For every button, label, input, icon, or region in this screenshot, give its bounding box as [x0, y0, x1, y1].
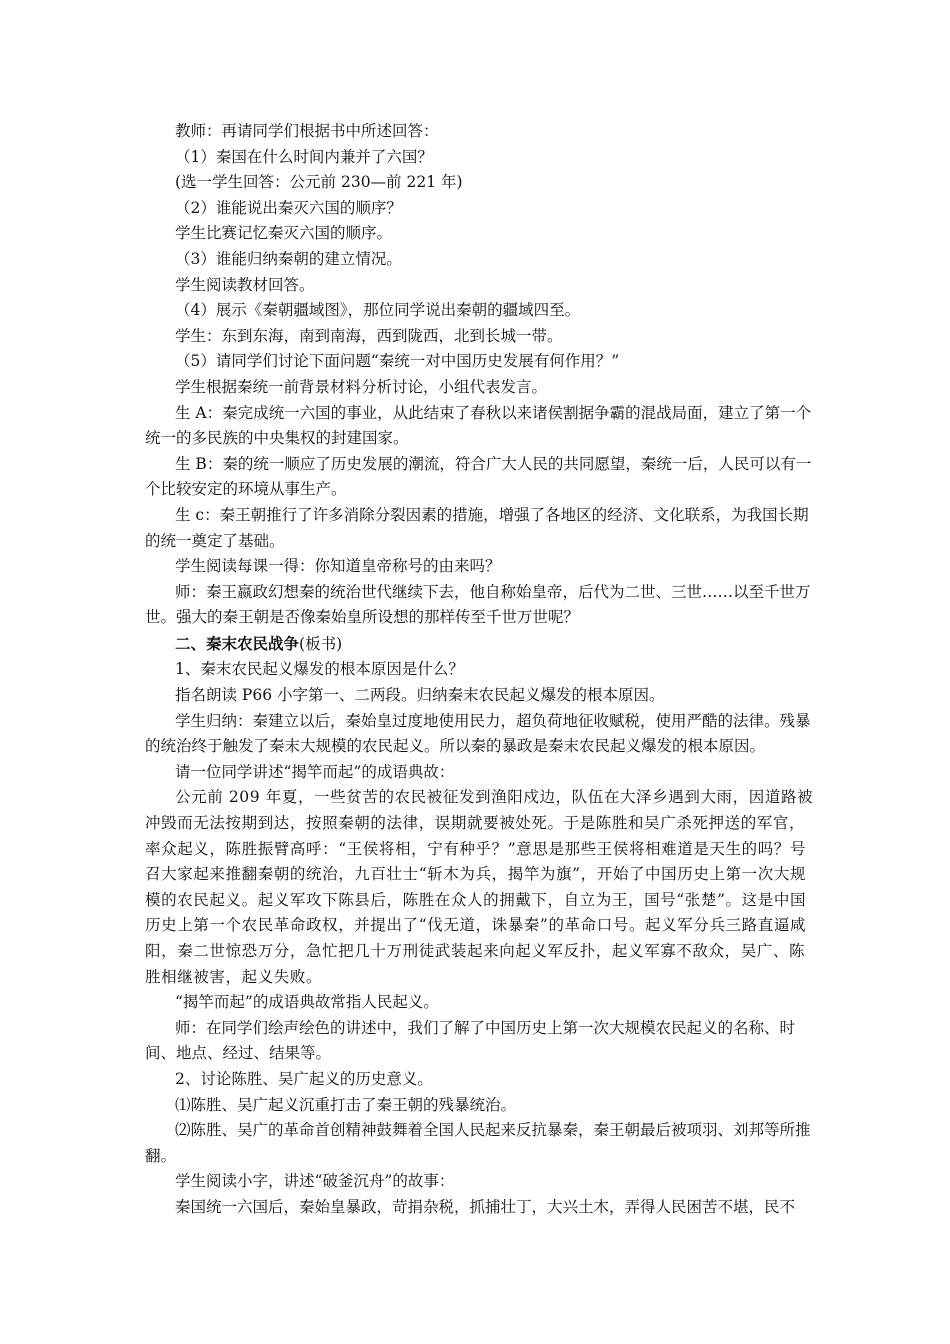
teacher-paragraph: 师：在同学们绘声绘色的讲述中，我们了解了中国历史上第一次大规模农民起义的名称、时间、地点、经过、结果等。 [145, 1018, 796, 1063]
text-line: 学生阅读教材回答。 [175, 275, 315, 294]
significance-item: ⑴陈胜、吴广起义沉重打击了秦王朝的残暴统治。 [175, 1095, 517, 1114]
idiom-note: “揭竿而起”的成语典故常指人民起义。 [175, 993, 439, 1012]
teacher-paragraph: 师：秦王嬴政幻想秦的统治世代继续下去，他自称始皇帝，后代为二世、三世……以至千世万世。强大的秦王朝是否像秦始皇所设想的那样传至千世万世呢？ [145, 582, 811, 627]
reading-paragraph: 学生阅读每课一得：你知道皇帝称号的由来吗？ [175, 557, 501, 576]
answer-paragraph: 生 A：秦完成统一六国的事业，从此结束了春秋以来诸侯割据争霸的混战局面，建立了第一个统一的多民族的中央集权的封建国家。 [145, 403, 812, 448]
question-paragraph: 1、秦末农民起义爆发的根本原因是什么？ [175, 660, 464, 679]
text-line: （4）展示《秦朝疆域图》，那位同学说出秦朝的疆域四至。 [175, 301, 581, 320]
text-line: 学生：东到东海，南到南海，西到陇西，北到长城一带。 [175, 326, 563, 345]
answer-paragraph: 生 c：秦王朝推行了许多消除分裂因素的措施，增强了各地区的经济、文化联系，为我国长期的统一奠定了基础。 [145, 505, 809, 550]
significance-item: ⑵陈胜、吴广的革命首创精神鼓舞着全国人民起来反抗暴秦，秦王朝最后被项羽、刘邦等所推翻。 [145, 1121, 811, 1165]
document-body [145, 119, 815, 1221]
text-line: 学生根据秦统一前背景材料分析讨论，小组代表发言。 [175, 377, 548, 396]
section-heading-line [145, 631, 815, 658]
text-line: （3）谁能归纳秦朝的建立情况。 [175, 249, 402, 268]
text-line: （2）谁能说出秦灭六国的顺序？ [175, 198, 402, 217]
text-line: 教师：再请同学们根据书中所述回答： [175, 122, 439, 140]
discussion-paragraph: 2、讨论陈胜、吴广起义的历史意义。 [175, 1069, 433, 1088]
reading-paragraph: 学生阅读小字，讲述“破釜沉舟”的故事： [175, 1172, 455, 1191]
text-line: （1）秦国在什么时间内兼并了六国？ [175, 147, 433, 166]
summary-paragraph: 学生归纳：秦建立以后，秦始皇过度地使用民力，超负荷地征收赋税，使用严酷的法律。残暴的统治终于触发了秦末大规模的农民起义。所以秦的暴政是秦末农民起义爆发的根本原因。 [145, 711, 811, 756]
text-line: 学生比赛记忆秦灭六国的顺序。 [175, 224, 393, 243]
section-heading-suffix: (板书) [299, 634, 343, 653]
story-paragraph: 公元前 209 年夏，一些贫苦的农民被征发到渔阳戍边，队伍在大泽乡遇到大雨，因道路被冲毁而无法按期到达，按照秦朝的法律，误期就要被处死。于是陈胜和吴广杀死押送的军官，率众起义，陈胜振臂高呼：“王侯将相，宁有种乎？”意思是那些王侯将相难道是天生的吗？号召大家起来推翻秦朝的统治，九百壮士“斩木为兵，揭竿为旗”，开始了中国历史上第一次大规模的农民起义。起义军攻下陈县后，陈胜在众人的拥戴下，自立为王，国号“张楚”。这是中国历史上第一个农民革命政权，并提出了“伐无道，诛暴秦”的革命口号。起义军分兵三路直逼咸阳，秦二世惊恐万分，急忙把几十万刑徒武装起来向起义军反扑，起义军寡不敌众，吴广、陈胜相继被害，起义失败。 [145, 788, 814, 986]
prompt-paragraph: 请一位同学讲述“揭竿而起”的成语典故： [175, 762, 455, 781]
story-paragraph: 秦国统一六国后，秦始皇暴政，苛捐杂税，抓捕壮丁，大兴土木，弄得人民困苦不堪，民不 [175, 1197, 796, 1216]
text-line: （5）请同学们讨论下面问题“秦统一对中国历史发展有何作用？” [175, 352, 620, 371]
section-heading: 二、秦末农民战争 [175, 633, 300, 653]
answer-paragraph: 生 B：秦的统一顺应了历史发展的潮流，符合广大人民的共同愿望，秦统一后，人民可以有一个比较安定的环境从事生产。 [145, 454, 812, 499]
instruction-paragraph: 指名朗读 P66 小字第一、二两段。归纳秦末农民起义爆发的根本原因。 [175, 686, 665, 705]
text-line: (选一学生回答：公元前 230—前 221 年) [175, 173, 463, 192]
